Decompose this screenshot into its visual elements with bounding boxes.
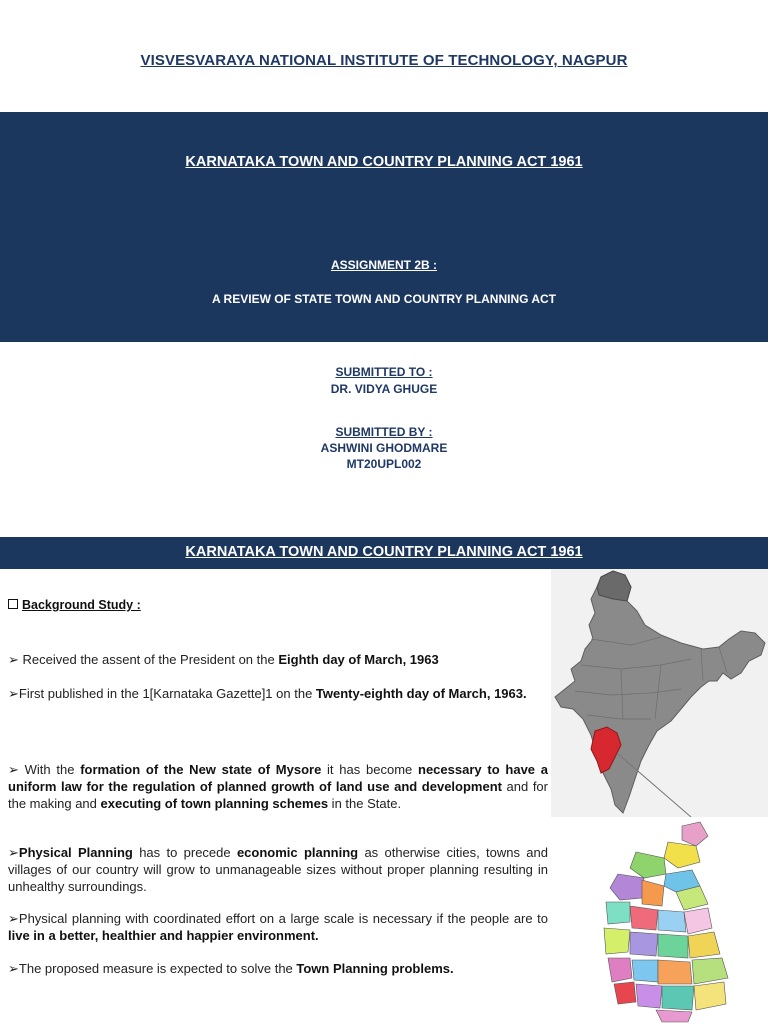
district-central-2 [630, 906, 658, 930]
submitted-by-label: SUBMITTED BY : [335, 425, 433, 439]
cover-title: KARNATAKA TOWN AND COUNTRY PLANNING ACT 1961 [185, 154, 583, 170]
section-banner [0, 537, 768, 569]
district-east-2 [684, 908, 712, 934]
submitted-to-label: SUBMITTED TO : [335, 365, 433, 379]
district-west-3 [604, 928, 630, 954]
district-north-3 [630, 852, 666, 878]
district-west-4 [608, 958, 632, 982]
institute-name: VISVESVARAYA NATIONAL INSTITUTE OF TECHNOLOGY, NAGPUR [140, 52, 628, 69]
paragraph-proposed: ➢The proposed measure is expected to solve the Town Planning problems. [8, 961, 454, 976]
district-south-6 [694, 982, 726, 1010]
cover-subtitle: A REVIEW OF STATE TOWN AND COUNTRY PLANNING ACT [212, 292, 556, 306]
paragraph-assent: ➢ Received the assent of the President on the Eighth day of March, 1963 [8, 652, 439, 667]
background-study-heading: Background Study : [8, 598, 141, 612]
assignment-label: ASSIGNMENT 2B : [330, 258, 437, 272]
paragraph-published: ➢First published in the 1[Karnataka Gazette]1 on the Twenty-eighth day of March, 1963. [8, 686, 527, 701]
submitted-to-name: DR. VIDYA GHUGE [330, 382, 438, 396]
section-title: KARNATAKA TOWN AND COUNTRY PLANNING ACT 1961 [185, 544, 583, 560]
district-central-3 [658, 910, 686, 932]
district-south-1 [632, 960, 658, 982]
district-east-3 [688, 932, 720, 958]
district-central-4 [630, 932, 658, 956]
district-south-4 [636, 984, 662, 1008]
district-west-2 [606, 902, 630, 924]
india-map [551, 569, 768, 817]
paragraph-mysore: ➢ With the formation of the New state of Mysore it has become necessary to have a uniform law for the regulation of planned growth of land use and development and for the making and executing of town planning schemes in the State. [8, 762, 549, 811]
district-south-5 [662, 986, 694, 1010]
paragraph-coordinated: ➢Physical planning with coordinated effort on a large scale is necessary if the people are to live in a better, healthier and happier environment. [8, 911, 548, 943]
submitted-by-name: ASHWINI GHODMARE [320, 441, 448, 455]
district-west-1 [610, 874, 644, 900]
district-central-1 [642, 880, 664, 906]
district-north-2 [664, 842, 700, 868]
district-south-7 [656, 1010, 692, 1022]
checkbox-bullet-icon [8, 599, 18, 609]
district-coast [614, 982, 636, 1004]
district-north-1 [682, 822, 708, 846]
paragraph-physical-planning: ➢Physical Planning has to precede economic planning as otherwise cities, towns and villages of our country will grow to unmanageable sizes without proper planning resulting in unhealthy surroundings. [8, 845, 548, 894]
district-south-3 [692, 958, 728, 984]
student-id: MT20UPL002 [346, 457, 422, 471]
cover-banner [0, 112, 768, 342]
district-south-2 [658, 960, 692, 984]
karnataka-district-map [596, 818, 736, 1024]
district-central-5 [658, 934, 688, 958]
